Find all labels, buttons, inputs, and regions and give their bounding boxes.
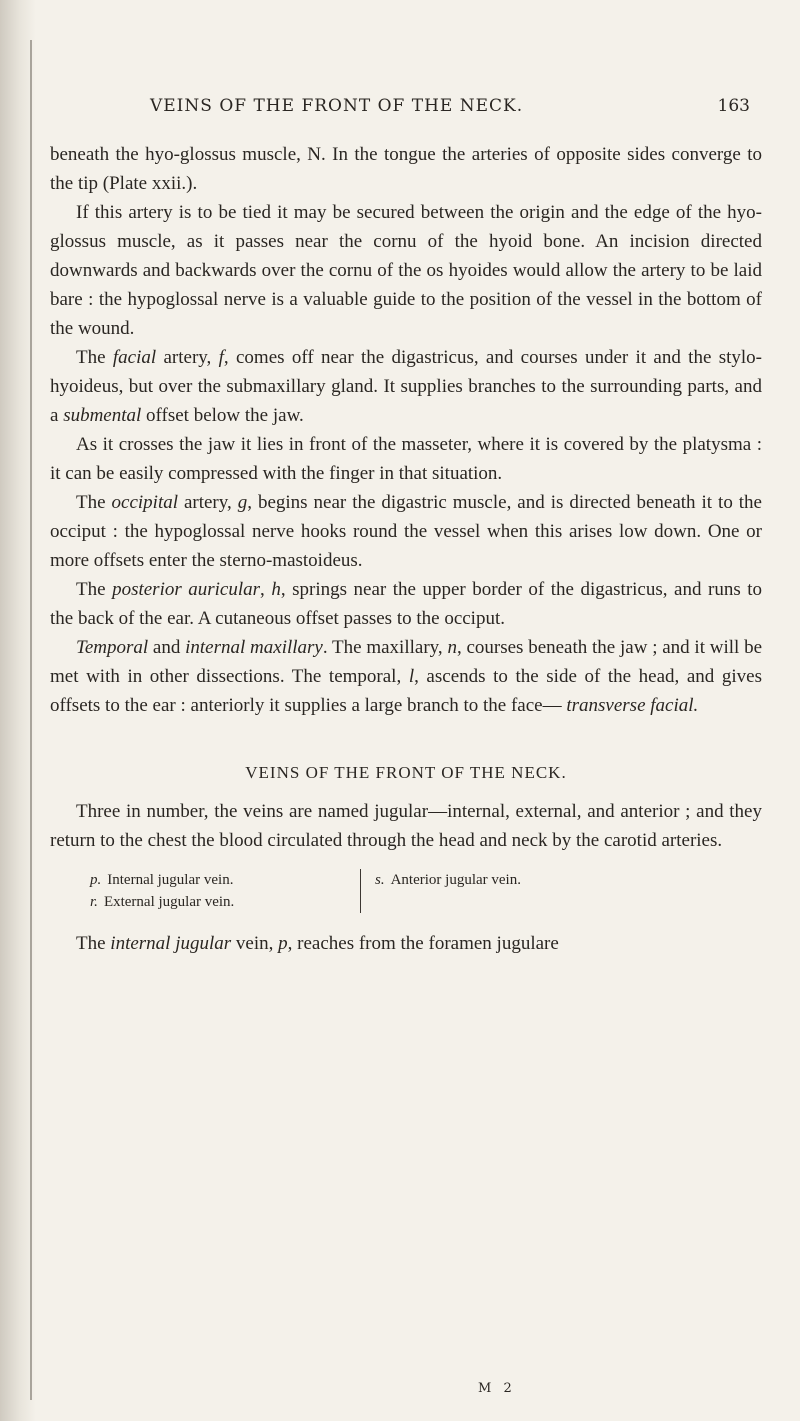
text-run: and — [148, 637, 186, 658]
legend-label: External jugular vein. — [103, 894, 235, 910]
italic-term: p — [278, 933, 288, 954]
paragraph — [50, 430, 762, 488]
text-run: , — [260, 579, 272, 600]
text-run: The — [76, 492, 112, 513]
page-body — [50, 140, 762, 958]
text-run: beneath the hyo-glossus muscle, N. In the tongue the arteries of opposite sides converge to the tip (Plate xxii.). — [50, 144, 762, 194]
italic-term: facial — [112, 347, 157, 368]
italic-term: f — [218, 347, 224, 368]
paragraph — [50, 343, 762, 430]
text-run: . The maxillary, — [322, 637, 448, 658]
italic-term: h — [271, 579, 281, 600]
paragraph — [50, 198, 762, 343]
legend-letter: r. — [90, 894, 98, 910]
text-run: , reaches from the foramen jugulare — [287, 933, 559, 954]
text-run: offset below the jaw. — [141, 405, 304, 426]
legend-label: Internal jugular vein. — [107, 872, 234, 888]
text-run: If this artery is to be tied it may be secured between the origin and the edge of the hyo-glossus muscle, as it passes near the cornu of the hyoid bone. An incision directed downwards and backwards over the cornu of the os hyoides would allow the artery to be laid bare : the hypoglossal nerve is a valuable guide to the position of the vessel in the bottom of the wound. — [50, 202, 762, 339]
legend-letter: p. — [90, 872, 102, 888]
italic-term: g — [237, 492, 248, 513]
text-run: artery, — [156, 347, 219, 368]
page-number: 163 — [717, 96, 750, 116]
text-run: The — [76, 347, 113, 368]
section-intro: Three in number, the veins are named jugular—internal, external, and anterior ; and they return to the chest the blood circulated through the head and neck by the carotid arteries. — [50, 801, 762, 851]
italic-term: transverse facial. — [566, 695, 699, 716]
italic-term: submental — [63, 405, 142, 426]
legend-label: Anterior jugular vein. — [390, 872, 521, 888]
italic-term: occipital — [111, 492, 178, 513]
legend-column-right — [360, 869, 635, 913]
signature-mark: M 2 — [478, 1381, 516, 1396]
text-run: , courses beneath the jaw ; and it will be met with in other dissections. The temporal, — [50, 637, 763, 687]
italic-term: Temporal — [76, 637, 149, 658]
running-head — [150, 96, 750, 120]
binding-edge — [30, 40, 32, 1400]
paragraph — [50, 633, 762, 720]
legend-column-left — [90, 869, 350, 913]
paragraph — [50, 575, 762, 633]
italic-term: internal jugular — [110, 933, 232, 954]
section-heading: VEINS OF THE FRONT OF THE NECK. — [245, 763, 567, 782]
legend-item — [375, 869, 635, 891]
text-run: The — [76, 933, 111, 954]
paragraph-list — [50, 140, 762, 720]
italic-term: internal maxillary — [185, 637, 323, 658]
text-run: artery, — [178, 492, 238, 513]
legend-letter: s. — [375, 872, 385, 888]
text-run: , comes off near the digastricus, and courses under it and the stylo-hyoideus, but over the submaxillary gland. It supplies branches to the surrounding parts, and a — [50, 347, 762, 426]
italic-term: posterior auricular — [112, 579, 261, 600]
legend-item — [90, 869, 350, 891]
italic-term: n — [447, 637, 457, 658]
running-title: VEINS OF THE FRONT OF THE NECK. — [150, 96, 524, 116]
text-run: , begins near the digastric muscle, and is directed beneath it to the occiput : the hypoglossal nerve hooks round the vessel when this arises low down. One or more offsets enter the sterno-mastoideus. — [50, 492, 762, 571]
text-run: vein, — [231, 933, 279, 954]
paragraph — [50, 488, 762, 575]
text-run: The — [76, 579, 113, 600]
paragraph — [50, 140, 762, 198]
text-run: As it crosses the jaw it lies in front of the masseter, where it is covered by the platysma : it can be easily compressed with the finger in that situation. — [50, 434, 762, 484]
italic-term: l — [408, 666, 415, 687]
legend-item — [90, 891, 350, 913]
text-run: , springs near the upper border of the digastricus, and runs to the back of the ear. A cutaneous offset passes to the occiput. — [50, 579, 763, 629]
text-run: , ascends to the side of the head, and gives offsets to the ear : anteriorly it supplies a large branch to the face— — [50, 666, 762, 716]
figure-legend — [90, 869, 762, 913]
closing-paragraph — [50, 929, 762, 958]
